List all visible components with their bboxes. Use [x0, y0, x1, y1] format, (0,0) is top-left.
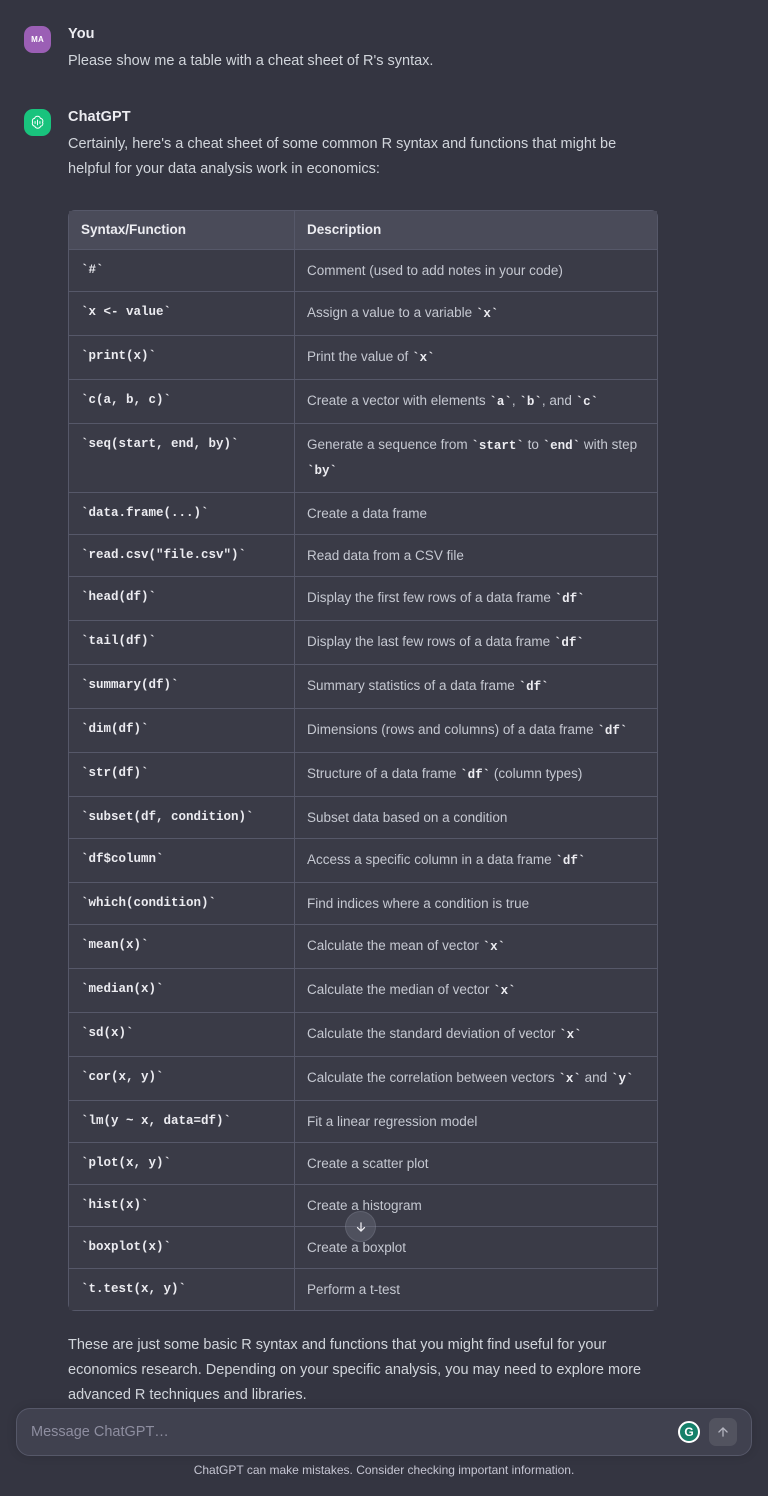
table-row — [69, 1013, 657, 1057]
cell-description: Create a scatter plot — [295, 1143, 657, 1185]
inline-code: `x` — [558, 1072, 581, 1086]
cell-syntax: `c(a, b, c)` — [69, 380, 295, 424]
table-row — [69, 493, 657, 535]
cell-syntax: `x <- value` — [69, 292, 295, 336]
cell-syntax: `tail(df)` — [69, 621, 295, 665]
table-row — [69, 1269, 657, 1310]
cell-description: Create a vector with elements `a`, `b`, and `c` — [295, 380, 657, 424]
cell-syntax: `head(df)` — [69, 577, 295, 621]
table-row — [69, 380, 657, 424]
grammarly-letter: G — [684, 1425, 694, 1439]
cell-syntax: `data.frame(...)` — [69, 493, 295, 535]
message-author-user: You — [68, 26, 95, 42]
cell-description: Dimensions (rows and columns) of a data frame `df` — [295, 709, 657, 753]
table-row — [69, 709, 657, 753]
openai-logo-icon — [29, 114, 46, 131]
cell-description: Find indices where a condition is true — [295, 883, 657, 925]
cell-syntax: `dim(df)` — [69, 709, 295, 753]
cell-syntax: `print(x)` — [69, 336, 295, 380]
message-turn-user — [0, 0, 768, 74]
inline-code: `x` — [475, 307, 499, 321]
inline-code: `df` — [555, 854, 586, 868]
disclaimer-text: ChatGPT can make mistakes. Consider checking important information. — [193, 1463, 575, 1477]
assistant-closing-block — [0, 1333, 768, 1408]
table-row — [69, 665, 657, 709]
table-row — [69, 577, 657, 621]
chevron-down-icon — [354, 1220, 368, 1234]
avatar-user — [24, 26, 51, 53]
assistant-closing-text: These are just some basic R syntax and functions that you might find useful for your economics research. Depending on your specific analysis, you may need to explore more advanced R techniques and libraries. — [68, 1337, 642, 1403]
cell-syntax: `which(condition)` — [69, 883, 295, 925]
table-row — [69, 424, 657, 493]
inline-code: `df` — [460, 768, 491, 782]
cell-syntax: `str(df)` — [69, 753, 295, 797]
cell-syntax: `seq(start, end, by)` — [69, 424, 295, 493]
table-row — [69, 883, 657, 925]
inline-code: `a` — [489, 395, 512, 409]
cell-syntax: `boxplot(x)` — [69, 1227, 295, 1269]
assistant-turn-body — [68, 107, 744, 1311]
cell-syntax: `mean(x)` — [69, 925, 295, 969]
table-row — [69, 1143, 657, 1185]
cell-description: Summary statistics of a data frame `df` — [295, 665, 657, 709]
cell-description: Calculate the mean of vector `x` — [295, 925, 657, 969]
inline-code: `start` — [471, 439, 524, 453]
table-row — [69, 839, 657, 883]
cell-syntax: `median(x)` — [69, 969, 295, 1013]
cell-description: Assign a value to a variable `x` — [295, 292, 657, 336]
table-row — [69, 797, 657, 839]
cell-syntax: `plot(x, y)` — [69, 1143, 295, 1185]
message-author-assistant: ChatGPT — [68, 109, 131, 125]
table-row — [69, 250, 657, 292]
user-turn-body — [68, 24, 744, 74]
inline-code: `x` — [412, 351, 435, 365]
cell-syntax: `summary(df)` — [69, 665, 295, 709]
cell-description: Create a data frame — [295, 493, 657, 535]
cell-description: Create a boxplot — [295, 1227, 657, 1269]
cell-description: Structure of a data frame `df` (column types) — [295, 753, 657, 797]
avatar-assistant — [24, 109, 51, 136]
cell-syntax: `sd(x)` — [69, 1013, 295, 1057]
cell-description: Comment (used to add notes in your code) — [295, 250, 657, 292]
inline-code: `df` — [597, 724, 628, 738]
cell-description: Calculate the median of vector `x` — [295, 969, 657, 1013]
cell-syntax: `read.csv("file.csv")` — [69, 535, 295, 577]
inline-code: `by` — [307, 464, 338, 478]
inline-code: `df` — [553, 636, 584, 650]
cell-description: Generate a sequence from `start` to `end` with step `by` — [295, 424, 657, 493]
assistant-intro-text: Certainly, here's a cheat sheet of some common R syntax and functions that might be helpful for your data analysis work in economics: — [68, 136, 617, 177]
inline-code: `end` — [542, 439, 581, 453]
cell-description: Calculate the standard deviation of vector `x` — [295, 1013, 657, 1057]
r-syntax-cheat-sheet-table — [68, 210, 658, 1311]
inline-code: `df` — [554, 592, 585, 606]
cell-description: Create a histogram — [295, 1185, 657, 1227]
table-row — [69, 292, 657, 336]
cell-description: Perform a t-test — [295, 1269, 657, 1310]
table-row — [69, 336, 657, 380]
inline-code: `x` — [493, 984, 516, 998]
cell-description: Read data from a CSV file — [295, 535, 657, 577]
table-body — [69, 250, 657, 1310]
composer-area — [0, 1408, 768, 1496]
cell-syntax: `hist(x)` — [69, 1185, 295, 1227]
column-header-syntax: Syntax/Function — [69, 211, 295, 250]
cell-syntax: `subset(df, condition)` — [69, 797, 295, 839]
table-row — [69, 621, 657, 665]
cell-description: Display the first few rows of a data frame `df` — [295, 577, 657, 621]
scroll-to-bottom-button[interactable] — [345, 1211, 376, 1242]
cell-syntax: `cor(x, y)` — [69, 1057, 295, 1101]
inline-code: `c` — [575, 395, 599, 409]
send-button[interactable] — [709, 1418, 737, 1446]
cell-description: Fit a linear regression model — [295, 1101, 657, 1143]
table-row — [69, 1057, 657, 1101]
table-row — [69, 753, 657, 797]
message-input[interactable] — [31, 1424, 678, 1440]
column-header-description: Description — [295, 211, 657, 250]
table-row — [69, 969, 657, 1013]
inline-code: `y` — [610, 1072, 634, 1086]
inline-code: `x` — [482, 940, 506, 954]
table-row — [69, 535, 657, 577]
cell-syntax: `t.test(x, y)` — [69, 1269, 295, 1310]
inline-code: `df` — [518, 680, 549, 694]
table-row — [69, 925, 657, 969]
cell-description: Calculate the correlation between vectors `x` and `y` — [295, 1057, 657, 1101]
arrow-up-icon — [716, 1425, 730, 1439]
inline-code: `b` — [519, 395, 542, 409]
cell-description: Display the last few rows of a data frame `df` — [295, 621, 657, 665]
grammarly-icon[interactable] — [678, 1421, 700, 1443]
avatar-initials: MA — [31, 35, 44, 44]
cell-syntax: `df$column` — [69, 839, 295, 883]
cheat-sheet-table-wrapper — [68, 210, 658, 1311]
cell-description: Print the value of `x` — [295, 336, 657, 380]
cell-syntax: `#` — [69, 250, 295, 292]
inline-code: `x` — [559, 1028, 582, 1042]
table-row — [69, 1101, 657, 1143]
user-message-text: Please show me a table with a cheat sheet of R's syntax. — [68, 53, 434, 69]
cell-syntax: `lm(y ~ x, data=df)` — [69, 1101, 295, 1143]
cell-description: Access a specific column in a data frame `df` — [295, 839, 657, 883]
table-head — [69, 211, 657, 250]
message-turn-assistant — [0, 74, 768, 1311]
cell-description: Subset data based on a condition — [295, 797, 657, 839]
table-header-row — [69, 211, 657, 250]
composer[interactable] — [16, 1408, 752, 1456]
